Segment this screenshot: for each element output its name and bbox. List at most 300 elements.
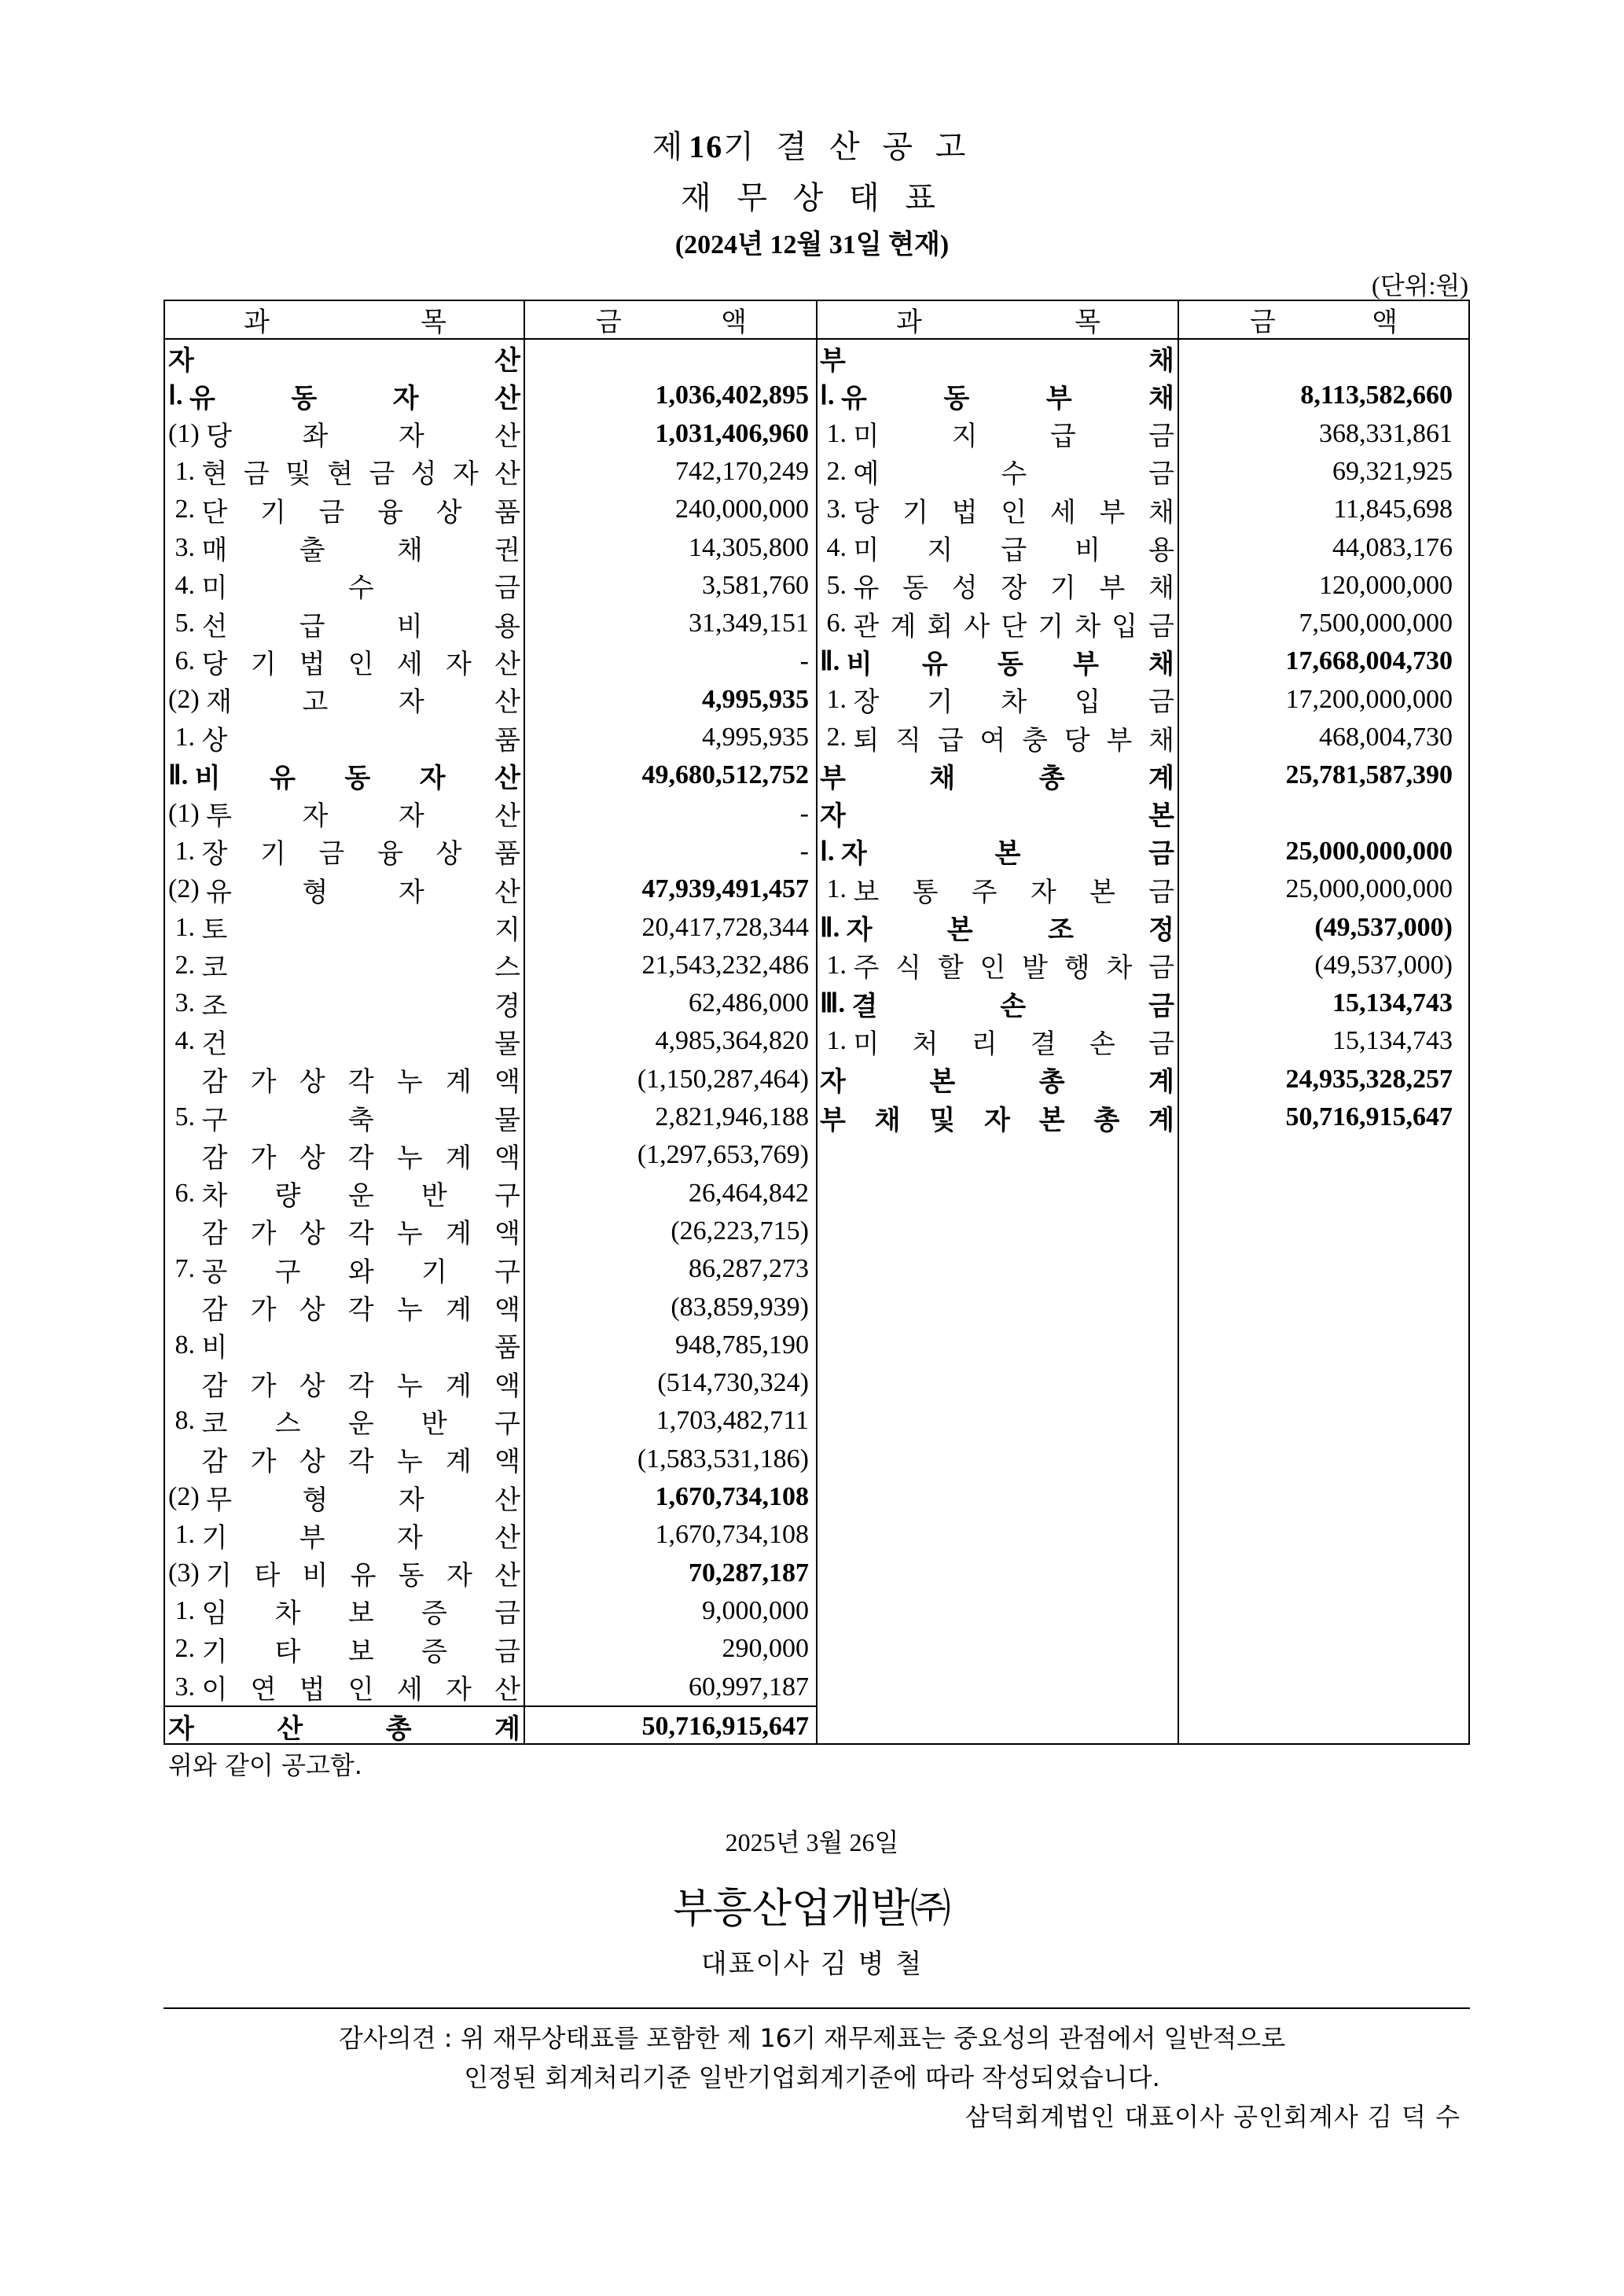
header-text: 목 [421, 307, 446, 338]
label-char: 기 [206, 1560, 233, 1592]
label-char: 감 [201, 1218, 228, 1250]
row-amount: 17,200,000,000 [1285, 684, 1453, 714]
row-amount: 31,349,151 [689, 609, 809, 638]
title-term-number: 16 [689, 129, 724, 164]
row-label-text [202, 492, 521, 527]
row-label [168, 683, 520, 717]
label-char: 연 [250, 1674, 277, 1705]
label-char: 인 [1001, 496, 1027, 528]
label-char: 계 [890, 610, 917, 642]
label-char: 기 [250, 648, 277, 680]
label-char: 비 [201, 1332, 228, 1364]
label-char: 당 [853, 496, 880, 528]
label-char: 부 [1073, 648, 1099, 680]
row-label-text [202, 948, 521, 983]
row-amount: 290,000 [722, 1634, 809, 1664]
label-char: 자 [398, 421, 424, 453]
row-index: 2. [820, 723, 854, 752]
label-char: 계 [1148, 1066, 1174, 1098]
label-char: 본 [1148, 800, 1174, 833]
label-char: 입 [1075, 686, 1101, 719]
label-char: 기 [421, 1256, 447, 1288]
row-index: Ⅱ. [820, 647, 847, 677]
row-index: Ⅰ. [168, 381, 190, 411]
label-char: 계 [1148, 1104, 1174, 1136]
label-char: 퇴 [853, 724, 880, 756]
table-row [817, 1060, 1468, 1098]
row-amount: 20,417,728,344 [641, 912, 809, 942]
label-char: 가 [250, 1218, 277, 1250]
label-char: 성 [410, 458, 437, 491]
label-char: 가 [250, 1446, 277, 1478]
label-char: 감 [201, 1294, 228, 1326]
row-amount: 15,134,743 [1332, 1026, 1453, 1056]
label-char: 지 [927, 535, 953, 566]
row-label-text [202, 986, 521, 1021]
label-char: 증 [421, 1598, 447, 1630]
row-amount: 17,668,004,730 [1285, 646, 1453, 676]
label-char: 금 [494, 1598, 520, 1630]
label-char: 비 [396, 610, 423, 642]
row-amount: 50,716,915,647 [1285, 1102, 1453, 1131]
notice-title [0, 122, 1624, 167]
label-char: 형 [302, 876, 329, 908]
table-row [165, 452, 817, 490]
row-label [820, 531, 1174, 565]
table-row [165, 1021, 817, 1059]
label-char: 누 [396, 1294, 423, 1326]
label-char: 융 [377, 496, 403, 528]
label-char: 타 [274, 1636, 301, 1668]
table-row [817, 490, 1468, 528]
label-char: 권 [494, 535, 520, 566]
table-row [165, 718, 817, 756]
row-index: (2) [168, 1482, 207, 1511]
table-row [165, 528, 817, 566]
label-char: 장 [853, 686, 880, 719]
label-char: 산 [494, 762, 520, 794]
header-text: 과 [244, 307, 270, 338]
label-char: 총 [1038, 1066, 1065, 1098]
label-char: 본 [1089, 876, 1115, 908]
row-label [168, 644, 520, 679]
label-char: 동 [291, 382, 318, 414]
row-label-text [820, 797, 1174, 831]
row-index: 1. [168, 1595, 202, 1625]
row-label-text [202, 1632, 521, 1666]
label-char: 상 [435, 838, 462, 870]
label-char: 타 [254, 1560, 281, 1592]
row-label-text [854, 454, 1175, 489]
label-char: 금 [369, 458, 395, 491]
row-label-text [854, 683, 1175, 717]
table-row [165, 1212, 817, 1249]
row-index: 8. [168, 1406, 202, 1436]
label-char: 계 [445, 1370, 472, 1402]
label-char: 용 [494, 610, 520, 642]
row-index: 1. [168, 1520, 202, 1550]
row-label-text [202, 834, 521, 869]
auditor-signature: 삼덕회계법인 대표이사 공인회계사 김 덕 수 [964, 2102, 1460, 2132]
row-index: 6. [168, 1178, 202, 1208]
label-char: 구 [494, 1180, 520, 1212]
label-char: 계 [1148, 762, 1174, 794]
row-label [168, 1252, 520, 1286]
label-char: 품 [494, 496, 520, 528]
row-index: 1. [168, 912, 202, 942]
label-char: 융 [377, 838, 403, 870]
row-amount: 47,939,491,457 [641, 874, 809, 904]
table-row [165, 642, 817, 679]
row-index: (3) [168, 1558, 207, 1588]
label-char: 당 [1064, 724, 1090, 756]
label-char: 현 [201, 458, 228, 491]
row-index [168, 1368, 202, 1398]
row-label-text [851, 986, 1174, 1021]
balance-sheet-table [164, 300, 1470, 1745]
row-amount: 1,703,482,711 [656, 1406, 809, 1436]
row-index: 1. [168, 723, 202, 752]
label-char: 자 [820, 800, 846, 833]
label-char: 유 [270, 762, 296, 794]
row-amount: 368,331,861 [1319, 418, 1453, 448]
label-char: 누 [396, 1370, 423, 1402]
row-label [168, 1670, 520, 1705]
label-char: 상 [435, 496, 462, 528]
row-label [168, 606, 520, 641]
label-char: 감 [201, 1066, 228, 1098]
row-amount: - [799, 646, 809, 676]
label-char: 용 [1148, 535, 1174, 566]
label-char: 보 [853, 876, 880, 908]
row-label-text [854, 568, 1175, 603]
row-label [168, 872, 520, 907]
label-char: 가 [250, 1066, 277, 1098]
row-label-text [202, 1024, 521, 1058]
label-char: 금 [1148, 838, 1174, 870]
row-index: 5. [820, 570, 854, 600]
label-char: 차 [1075, 610, 1101, 642]
label-char: 행 [1064, 952, 1090, 984]
label-char: 자 [446, 1560, 472, 1592]
label-char: 할 [937, 952, 964, 984]
row-label [168, 720, 520, 755]
label-char: 장 [201, 838, 228, 870]
row-index: 6. [168, 646, 202, 676]
company-name: 부흥산업개발㈜ [673, 1886, 951, 1933]
row-index: (1) [168, 798, 207, 828]
label-char: 금 [1148, 421, 1174, 453]
row-label-text [202, 1366, 521, 1400]
row-label-text [854, 531, 1175, 565]
row-label [168, 1518, 520, 1552]
row-index: 3. [820, 495, 854, 524]
label-char: 법 [299, 648, 325, 680]
row-label [168, 986, 520, 1021]
label-char: 금 [1148, 686, 1174, 719]
label-char: 각 [347, 1370, 374, 1402]
row-label [820, 644, 1174, 679]
label-char: 통 [912, 876, 939, 908]
label-char: 량 [274, 1180, 301, 1212]
row-label-text [202, 644, 521, 679]
row-amount: 4,995,935 [702, 723, 809, 752]
label-char: 산 [494, 1521, 520, 1554]
statement-title: 재 무 상 태 표 [680, 180, 944, 216]
row-label-text [168, 340, 520, 375]
table-row [817, 642, 1468, 679]
table-row [817, 528, 1468, 566]
table-row [165, 908, 817, 946]
label-char: 현 [327, 458, 354, 491]
title-prefix: 제 [652, 129, 689, 165]
closing-statement: 위와 같이 공고함. [168, 1750, 362, 1780]
label-char: 가 [250, 1142, 277, 1174]
row-amount: (26,223,715) [671, 1216, 809, 1246]
row-label [168, 1442, 520, 1477]
row-label [820, 683, 1174, 717]
label-char: 보 [347, 1598, 374, 1630]
label-char: 총 [1038, 762, 1065, 794]
row-label-text [202, 1138, 521, 1172]
row-label-text [841, 834, 1174, 869]
row-amount: 948,785,190 [675, 1330, 809, 1360]
table-row [817, 718, 1468, 756]
unit-label: (단위:원) [1372, 271, 1468, 300]
table-row [817, 794, 1468, 832]
label-char: 각 [347, 1446, 374, 1478]
label-char: 금 [318, 838, 345, 870]
table-row [165, 376, 817, 414]
label-char: 주 [853, 952, 880, 984]
label-char: 부 [299, 1521, 325, 1554]
label-char: 본 [1038, 1104, 1065, 1136]
label-char: 기 [201, 1521, 228, 1554]
row-index: 1. [820, 950, 854, 980]
table-row [165, 1135, 817, 1173]
label-char: 조 [1047, 914, 1074, 946]
table-row [165, 1705, 817, 1746]
label-char: 감 [201, 1446, 228, 1478]
label-char: 각 [347, 1218, 374, 1250]
label-char: 반 [421, 1407, 447, 1440]
label-char: 비 [194, 762, 221, 794]
row-label [168, 1100, 520, 1135]
label-char: 자 [302, 800, 329, 833]
row-amount: 25,000,000,000 [1285, 836, 1453, 866]
row-label [168, 1328, 520, 1363]
label-char: 액 [494, 1370, 520, 1402]
label-char: 유 [841, 382, 867, 414]
row-amount: 120,000,000 [1319, 570, 1453, 600]
row-amount: - [799, 798, 809, 828]
row-amount: 21,543,232,486 [641, 950, 809, 980]
table-row [165, 1098, 817, 1135]
label-char: 반 [421, 1180, 447, 1212]
row-index [168, 1293, 202, 1323]
label-char: 세 [396, 1674, 423, 1705]
table-row [817, 414, 1468, 452]
label-char: 동 [902, 572, 928, 605]
row-amount: 1,036,402,895 [655, 381, 809, 410]
label-char: 각 [347, 1066, 374, 1098]
header-text: 금 [596, 307, 622, 338]
row-amount: 62,486,000 [689, 988, 809, 1018]
row-label-text [202, 606, 521, 641]
label-char: 계 [445, 1066, 472, 1098]
table-row [165, 414, 817, 452]
row-label-text [206, 872, 520, 907]
row-label-text [202, 1290, 521, 1325]
header-right-item [818, 301, 1179, 338]
label-char: 감 [201, 1142, 228, 1174]
label-char: 총 [385, 1713, 412, 1746]
label-char: 기 [1049, 572, 1076, 605]
row-amount: 240,000,000 [675, 495, 809, 524]
label-char: 산 [494, 421, 520, 453]
label-char: 자 [445, 648, 472, 680]
label-char: 무 [206, 1484, 233, 1516]
row-amount: (514,730,324) [657, 1368, 809, 1398]
row-amount: 50,716,915,647 [641, 1711, 809, 1741]
row-label [820, 606, 1174, 641]
label-char: 산 [494, 648, 520, 680]
row-label-text [854, 606, 1175, 641]
label-char: 리 [971, 1028, 998, 1060]
label-char: 금 [1148, 990, 1174, 1022]
label-char: 처 [912, 1028, 939, 1060]
label-char: 구 [201, 1104, 228, 1136]
row-label [820, 872, 1174, 907]
table-row [817, 908, 1468, 946]
label-char: 상 [299, 1218, 325, 1250]
row-amount: 1,670,734,108 [655, 1520, 809, 1550]
label-char: 당 [206, 421, 233, 453]
table-row [817, 832, 1468, 870]
row-label [820, 1062, 1174, 1097]
label-char: 기 [927, 686, 953, 719]
header-left-amount [525, 301, 818, 338]
row-label [820, 797, 1174, 831]
row-label-text [847, 911, 1174, 945]
label-char: 계 [445, 1142, 472, 1174]
row-label [168, 454, 520, 489]
label-char: 동 [943, 382, 970, 414]
label-char: 구 [494, 1407, 520, 1440]
label-char: 각 [347, 1142, 374, 1174]
label-char: 스 [274, 1407, 301, 1440]
label-char: 산 [277, 1713, 303, 1746]
label-char: 액 [494, 1142, 520, 1174]
label-char: 산 [494, 458, 520, 491]
label-char: 출 [299, 535, 325, 566]
row-index: 1. [820, 1026, 854, 1056]
label-char: 상 [299, 1294, 325, 1326]
row-amount: 44,083,176 [1332, 532, 1453, 562]
row-amount: 11,845,698 [1333, 495, 1453, 524]
row-label [168, 1404, 520, 1438]
label-char: 경 [494, 990, 520, 1022]
row-label-text [202, 1442, 521, 1477]
row-amount: (1,150,287,464) [637, 1064, 809, 1094]
row-label [820, 1100, 1174, 1135]
row-label-text [820, 340, 1174, 375]
label-char: 기 [1038, 610, 1064, 642]
label-char: 단 [201, 496, 228, 528]
row-amount: 4,985,364,820 [655, 1026, 809, 1056]
table-row [165, 1326, 817, 1363]
label-char: 유 [350, 1560, 377, 1592]
table-row [817, 376, 1468, 414]
row-index: Ⅲ. [820, 989, 852, 1019]
table-row [165, 1477, 817, 1515]
label-char: 동 [398, 1560, 424, 1592]
row-amount: (1,297,653,769) [637, 1140, 809, 1170]
label-char: 인 [347, 1674, 374, 1705]
row-label-text [854, 492, 1175, 527]
row-label-text [202, 531, 521, 565]
label-char: 손 [1089, 1028, 1115, 1060]
row-label-text [195, 758, 520, 793]
label-char: 정 [1148, 914, 1174, 946]
row-label [168, 1594, 520, 1628]
table-row [817, 870, 1468, 907]
row-amount: 14,305,800 [689, 532, 809, 562]
table-row [165, 832, 817, 870]
row-amount: (1,583,531,186) [637, 1444, 809, 1474]
row-index [168, 1140, 202, 1170]
label-char: 미 [853, 1028, 880, 1060]
label-char: 본 [946, 914, 973, 946]
row-amount: 86,287,273 [689, 1254, 809, 1284]
row-label [168, 758, 520, 793]
row-label-text [202, 1518, 521, 1552]
row-amount: 9,000,000 [702, 1595, 809, 1625]
row-label [168, 911, 520, 945]
row-label [168, 1480, 520, 1514]
row-label [168, 834, 520, 869]
title-suffix: 기 결 산 공 고 [723, 129, 972, 165]
label-char: 세 [396, 648, 423, 680]
label-char: 가 [250, 1294, 277, 1326]
label-char: 이 [201, 1674, 228, 1705]
label-char: 자 [398, 800, 424, 833]
label-char: 유 [189, 382, 215, 414]
label-char: 본 [994, 838, 1021, 870]
label-char: 회 [927, 610, 953, 642]
row-label [820, 492, 1174, 527]
header-text: 과 [896, 307, 922, 338]
row-label [168, 797, 520, 831]
row-index: 5. [168, 1102, 202, 1131]
row-label-text [202, 1062, 521, 1097]
table-row [165, 680, 817, 718]
row-index: Ⅰ. [820, 837, 842, 867]
row-amount: 2,821,946,188 [655, 1102, 809, 1131]
row-index: Ⅱ. [820, 913, 847, 943]
row-label [168, 1138, 520, 1172]
table-row [165, 870, 817, 907]
row-label-text [202, 454, 521, 489]
header-text: 액 [721, 307, 747, 338]
label-char: 고 [302, 686, 329, 719]
label-char: 액 [494, 1218, 520, 1250]
label-char: 채 [396, 535, 423, 566]
table-row [165, 1554, 817, 1591]
row-index [168, 1444, 202, 1474]
label-char: 법 [299, 1674, 325, 1705]
label-char: 여 [979, 724, 1006, 756]
